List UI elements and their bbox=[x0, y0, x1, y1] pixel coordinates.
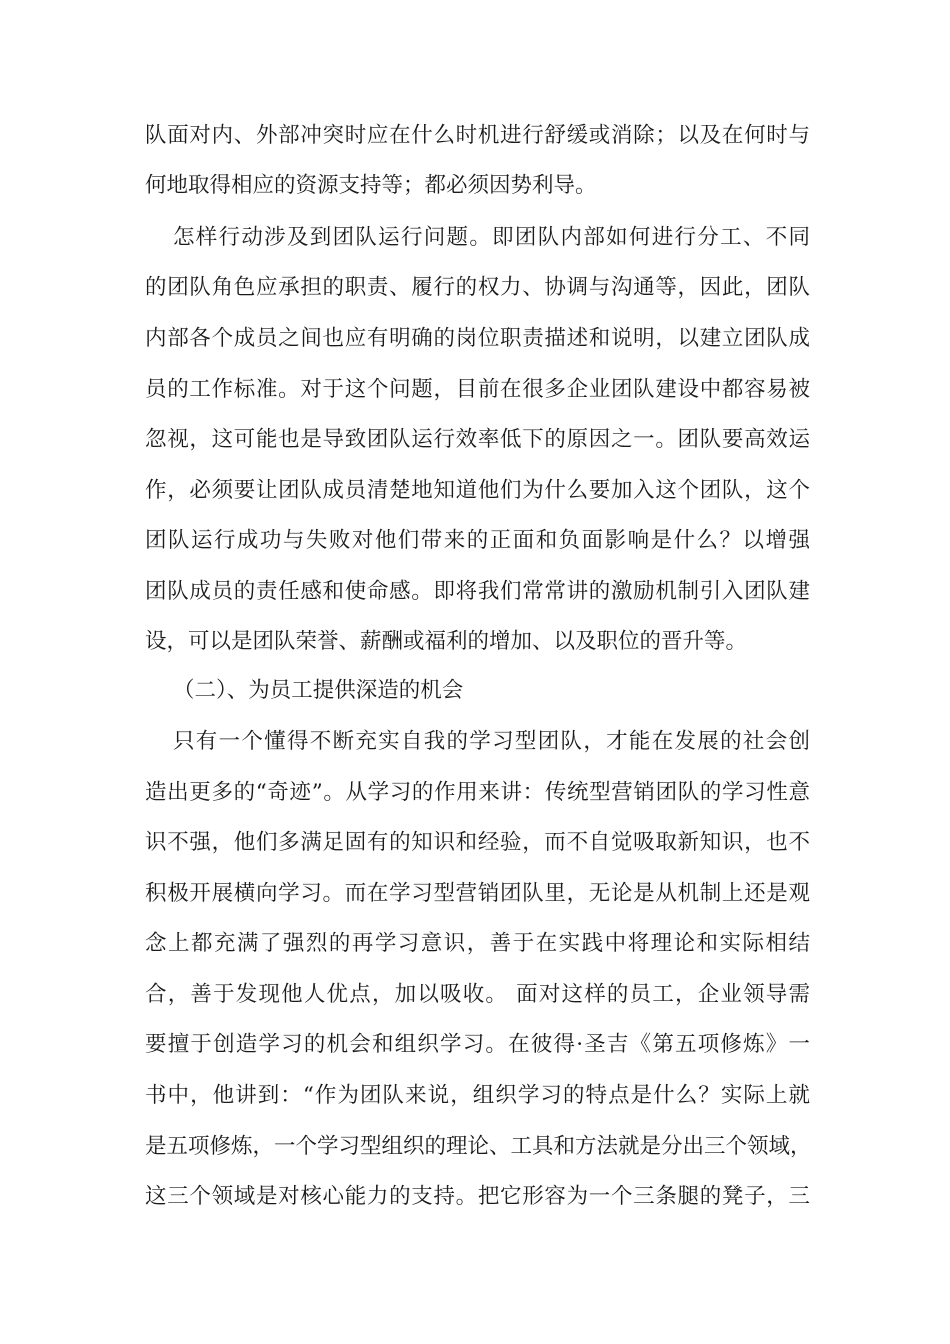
text-line: 这三个领域是对核心能力的支持。把它形容为一个三条腿的凳子，三 bbox=[145, 1184, 810, 1209]
text-line: 的团队角色应承担的职责、履行的权力、协调与沟通等，因此，团队 bbox=[145, 275, 810, 300]
text-line: 积极开展横向学习。而在学习型营销团队里，无论是从机制上还是观 bbox=[145, 881, 810, 906]
text-line: 要擅于创造学习的机会和组织学习。在彼得·圣吉《第五项修炼》一 bbox=[145, 1032, 810, 1057]
text-line: 识不强，他们多满足固有的知识和经验，而不自觉吸取新知识，也不 bbox=[145, 830, 810, 855]
text-line: 造出更多的“奇迹”。从学习的作用来讲：传统型营销团队的学习性意 bbox=[145, 780, 810, 805]
paragraph-first-line: 只有一个懂得不断充实自我的学习型团队，才能在发展的社会创 bbox=[173, 729, 810, 754]
text-line: 书中，他讲到：“作为团队来说，组织学习的特点是什么？实际上就 bbox=[145, 1083, 810, 1108]
text-line: 团队成员的责任感和使命感。即将我们常常讲的激励机制引入团队建 bbox=[145, 579, 810, 604]
section-heading: （二）、为员工提供深造的机会 bbox=[173, 678, 464, 703]
text-line: 是五项修炼，一个学习型组织的理论、工具和方法就是分出三个领域， bbox=[145, 1134, 812, 1159]
text-line: 忽视，这可能也是导致团队运行效率低下的原因之一。团队要高效运 bbox=[145, 427, 810, 452]
text-line: 作，必须要让团队成员清楚地知道他们为什么要加入这个团队，这个 bbox=[145, 478, 810, 503]
text-line: 设，可以是团队荣誉、薪酬或福利的增加、以及职位的晋升等。 bbox=[145, 629, 748, 654]
paragraph-first-line: 怎样行动涉及到团队运行问题。即团队内部如何进行分工、不同 bbox=[173, 225, 810, 250]
text-line: 念上都充满了强烈的再学习意识，善于在实践中将理论和实际相结 bbox=[145, 931, 810, 956]
text-line: 团队运行成功与失败对他们带来的正面和负面影响是什么？以增强 bbox=[145, 528, 810, 553]
text-line: 合，善于发现他人优点，加以吸收。 面对这样的员工，企业领导需 bbox=[145, 982, 810, 1007]
text-line: 何地取得相应的资源支持等；都必须因势利导。 bbox=[145, 173, 597, 198]
text-line: 队面对内、外部冲突时应在什么时机进行舒缓或消除；以及在何时与 bbox=[145, 123, 810, 148]
text-line: 员的工作标准。对于这个问题，目前在很多企业团队建设中都容易被 bbox=[145, 377, 810, 402]
text-line: 内部各个成员之间也应有明确的岗位职责描述和说明，以建立团队成 bbox=[145, 326, 810, 351]
